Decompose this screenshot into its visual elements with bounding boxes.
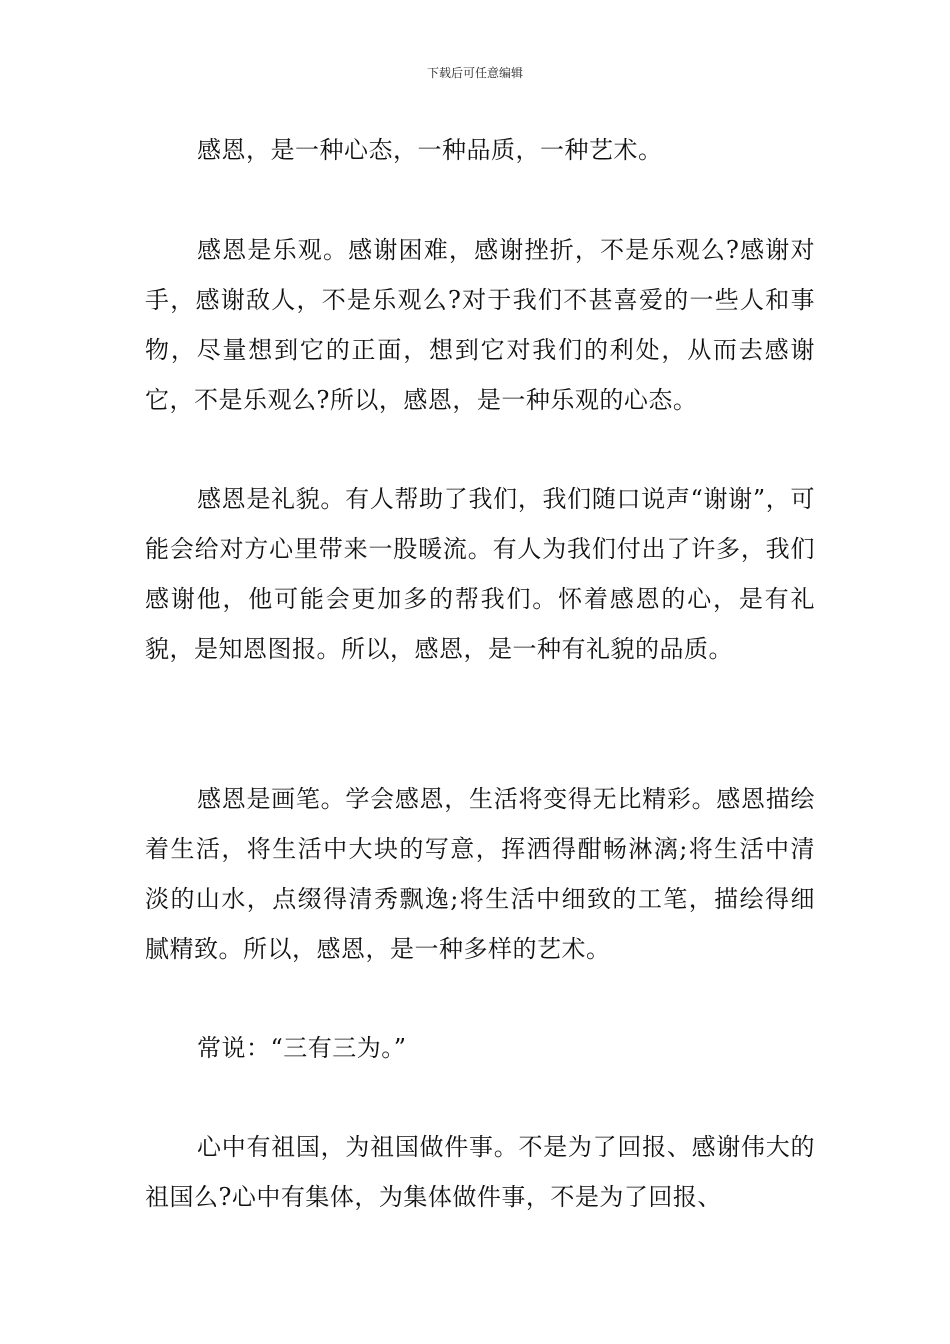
paragraph-paintbrush: 感恩是画笔。学会感恩，生活将变得无比精彩。感恩描绘着生活，将生活中大块的写意，挥洒得酣畅淋漓;将生活中清淡的山水，点缀得清秀飘逸;将生活中细致的工笔，描绘得细腻精致。所以，感恩，是一种多样的艺术。	[145, 785, 815, 963]
paragraph-intro: 感恩，是一种心态，一种品质，一种艺术。	[197, 136, 663, 164]
paragraph-motherland: 心中有祖国，为祖国做件事。不是为了回报、感谢伟大的祖国么?心中有集体，为集体做件事，不是为了回报、	[145, 1133, 815, 1211]
paragraph-politeness: 感恩是礼貌。有人帮助了我们，我们随口说声“谢谢”，可能会给对方心里带来一股暖流。有人为我们付出了许多，我们感谢他，他可能会更加多的帮我们。怀着感恩的心，是有礼貌，是知恩图报。所以，感恩，是一种有礼貌的品质。	[145, 485, 815, 663]
page-header: 下载后可任意编辑	[426, 66, 523, 80]
paragraph-saying: 常说：“三有三为。”	[197, 1034, 407, 1062]
paragraph-optimism: 感恩是乐观。感谢困难，感谢挫折，不是乐观么?感谢对手，感谢敌人，不是乐观么?对于我们不甚喜爱的一些人和事物，尽量想到它的正面，想到它对我们的利处，从而去感谢它，不是乐观么?所以，感恩，是一种乐观的心态。	[145, 236, 815, 414]
